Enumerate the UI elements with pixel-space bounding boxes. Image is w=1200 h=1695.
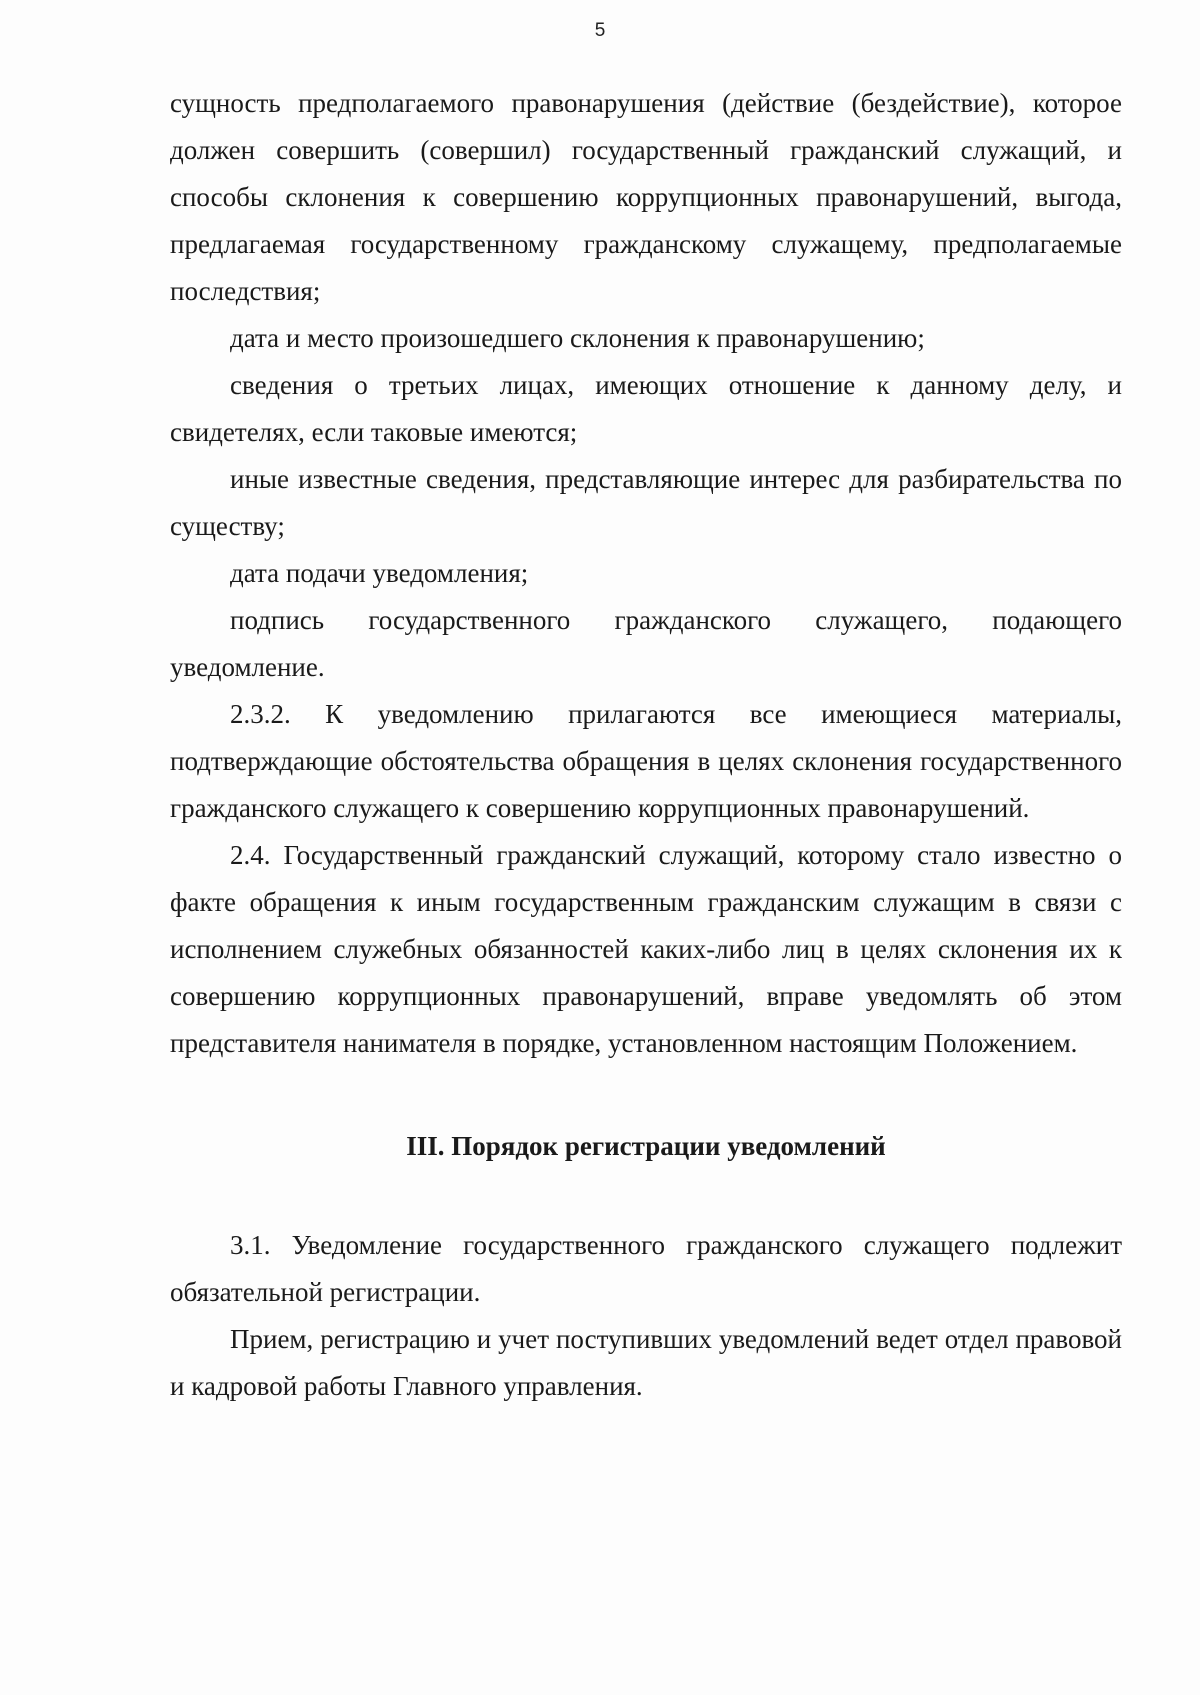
- paragraph-3-1: 3.1. Уведомление государственного гражданского служащего подлежит обязательной регистрации.: [170, 1230, 1122, 1307]
- document-body: [170, 80, 1122, 1410]
- paragraph-signature: подпись государственного гражданского служащего, подающего уведомление.: [170, 605, 1122, 682]
- page-number: 5: [594, 20, 606, 41]
- paragraph-other-info: иные известные сведения, представляющие интерес для разбирательства по существу;: [170, 464, 1122, 541]
- paragraph-date-place: дата и место произошедшего склонения к правонарушению;: [230, 323, 925, 353]
- paragraph-offense-essence: сущность предполагаемого правонарушения (действие (бездействие), которое должен совершить (совершил) государственный гражданский служащий, и способы склонения к совершению коррупционных правонарушений, выгода, предлагаемая государственному гражданскому служащему, предполагаемые последствия;: [170, 88, 1122, 306]
- paragraph-third-parties: сведения о третьих лицах, имеющих отношение к данному делу, и свидетелях, если таковые имеются;: [170, 370, 1122, 447]
- section-heading: III. Порядок регистрации уведомлений: [406, 1131, 886, 1161]
- paragraph-2-4: 2.4. Государственный гражданский служащий, которому стало известно о факте обращения к иным государственным гражданским служащим в связи с исполнением служебных обязанностей каких-либо лиц в целях склонения их к совершению коррупционных правонарушений, вправе уведомлять об этом представителя нанимателя в порядке, установленном настоящим Положением.: [170, 840, 1122, 1058]
- paragraph-2-3-2: 2.3.2. К уведомлению прилагаются все имеющиеся материалы, подтверждающие обстоятельства обращения в целях склонения государственного гражданского служащего к совершению коррупционных правонарушений.: [170, 699, 1122, 823]
- paragraph-registration: Прием, регистрацию и учет поступивших уведомлений ведет отдел правовой и кадровой работы Главного управления.: [170, 1324, 1122, 1401]
- paragraph-submission-date: дата подачи уведомления;: [230, 558, 529, 588]
